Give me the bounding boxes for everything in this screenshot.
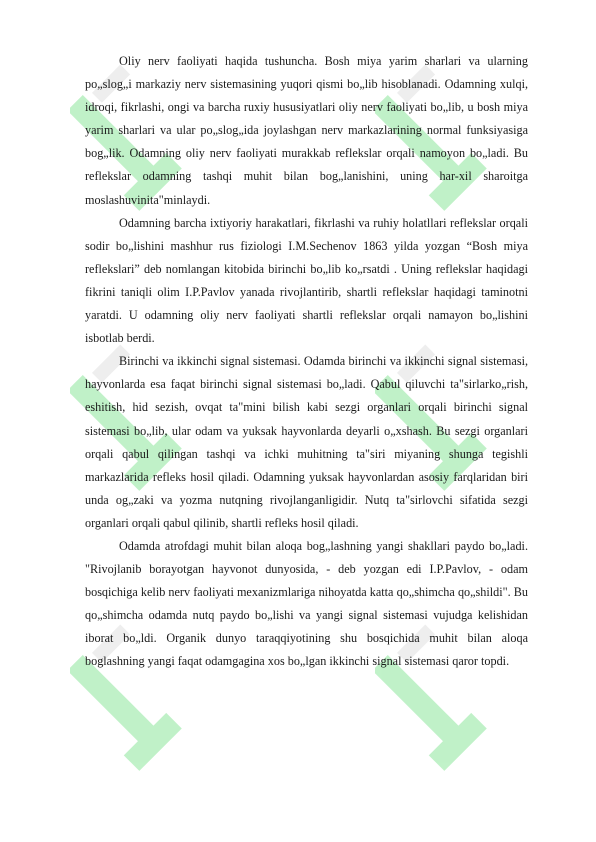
paragraph-reflekslar: Odamning barcha ixtiyoriy harakatlari, fikrlashi va ruhiy holatllari reflekslar orqali sodir bo„lishini mashhur rus fiziologi I.M.Sechenov 1863 yilda yozgan “Bosh miya reflekslari” deb nomlangan kitobida birinchi bo„lib ko„rsatdi . Uning reflekslar haqidagi fikrini taniqli olim I.P.Pavlov yanada rivojlantirib, shartli reflekslar haqidagi taminotni yaratdi. U odamning oliy nerv faoliyati shartli reflekslar orqali namayon bo„lishini isbotlab berdi. [85,215,528,346]
paragraph-oliy-nerv-faoliyati: Oliy nerv faoliyati haqida tushuncha. Bosh miya yarim sharlari va ularning po„slog„i markaziy nerv sistemasining yuqori qismi bo„lib hisoblanadi. Odamning xulqi, idroqi, fikrlashi, ongi va barcha ruxiy hususiyatlari oliy nerv faoliyati bo„lib, u bosh miya yarim sharlari va ular po„slog„ida joylashgan nerv markazlarining normal funksiyasiga bog„lik. Odamning oliy nerv faoliyati murakkab reflekslar orqali namoyon bo„ladi. Bu reflekslar odamning tashqi muhit bilan bog„lanishini, uning har-xil sharoitga moslashuvinita"minlaydi. [85,54,528,207]
paragraph-ikkinchi-signal: Odamda atrofdagi muhit bilan aloqa bog„lashning yangi shakllari paydo bo„ladi. "Rivojlanib borayotgan hayvonot dunyosida, - deb yozgan edi I.P.Pavlov, - odam bosqichiga kelib nerv faoliyati mexanizmlariga nihoyatda katta qo„shimcha qo„shildi". Bu qo„shimcha odamda nutq paydo bo„lishi va yangi signal sistemasi vujudga kelishidan iborat bo„ldi. Organik dunyo taraqqiyotining shu bosqichida muhit bilan aloqa boglashning yangi faqat odamgagina xos bo„lgan ikkinchi signal sistemasi qaror topdi. [85,538,528,669]
paragraph-signal-sistemasi: Birinchi va ikkinchi signal sistemasi. Odamda birinchi va ikkinchi signal sistemasi, hayvonlarda esa faqat birinchi signal sistemasi bo„ladi. Qabul qiluvchi ta"sirlarko„rish, eshitish, hid sezish, ovqat ta"mini bilish kabi sezgi organlari orqali birinchi signal sistemasi bo„lib, ular odam va yuksak hayvonlarda deyarli o„xshash. Bu sezgi organlari orqali qabul qilingan tashqi va ichki muhitning ta"siri miyaning shunga tegishli markazlarida refleks hosil qiladi. Odamning yuksak hayvonlardan asosiy farqlaridan biri unda og„zaki va yozma nutqning rivojlanganligidir. Nutq ta"sirlovchi sifatida sezgi organlari orqali qabul qilinib, shartli refleks hosil qiladi. [85,354,528,530]
document-body [85,50,528,674]
